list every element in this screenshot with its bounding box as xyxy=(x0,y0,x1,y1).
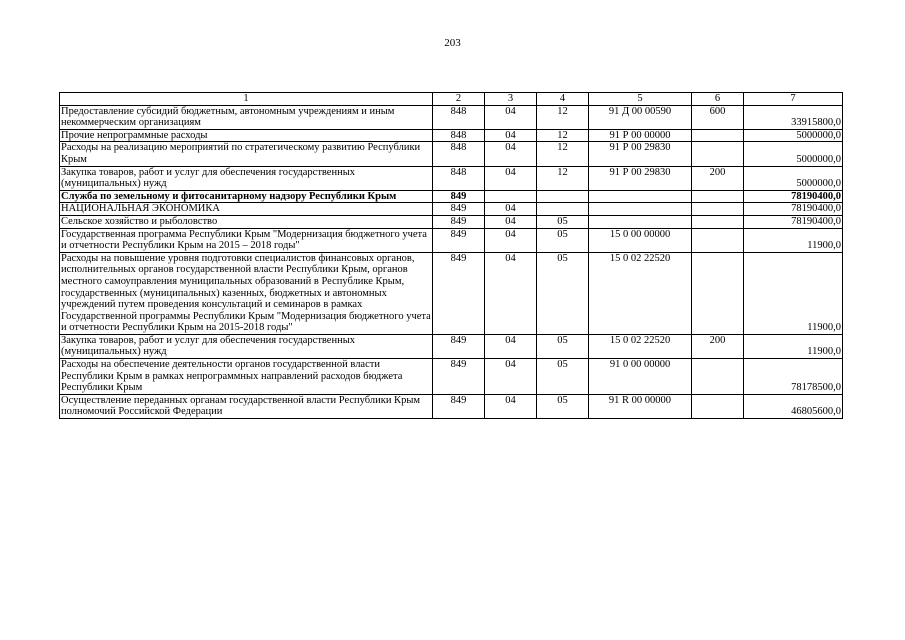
page-number: 203 xyxy=(444,37,461,49)
row-target-cell: 91 0 00 00000 xyxy=(589,359,692,395)
row-code-cell: 848 xyxy=(433,166,485,190)
row-type-cell: 200 xyxy=(692,166,744,190)
row-target-cell: 91 Д 00 00590 xyxy=(589,105,692,129)
row-subsection-cell: 12 xyxy=(537,166,589,190)
row-code-cell: 849 xyxy=(433,190,485,203)
row-name-cell: Предоставление субсидий бюджетным, автономным учреждениям и иным некоммерческим организациям xyxy=(60,105,433,129)
row-amount-cell: 78178500,0 xyxy=(744,359,843,395)
table-row xyxy=(60,215,843,228)
row-section-cell: 04 xyxy=(485,334,537,358)
row-type-cell xyxy=(692,228,744,252)
row-code-cell: 849 xyxy=(433,359,485,395)
table-row xyxy=(60,334,843,358)
row-subsection-cell: 12 xyxy=(537,142,589,166)
row-name-cell: Закупка товаров, работ и услуг для обеспечения государственных (муниципальных) нужд xyxy=(60,334,433,358)
row-section-cell: 04 xyxy=(485,129,537,142)
row-type-cell xyxy=(692,129,744,142)
table-row xyxy=(60,252,843,334)
row-subsection-cell: 12 xyxy=(537,105,589,129)
row-type-cell xyxy=(692,215,744,228)
row-target-cell: 15 0 02 22520 xyxy=(589,252,692,334)
row-target-cell xyxy=(589,215,692,228)
row-section-cell: 04 xyxy=(485,215,537,228)
row-subsection-cell: 05 xyxy=(537,394,589,418)
row-target-cell: 91 Р 00 29830 xyxy=(589,166,692,190)
row-amount-cell: 5000000,0 xyxy=(744,142,843,166)
row-amount-cell: 11900,0 xyxy=(744,252,843,334)
row-code-cell: 849 xyxy=(433,394,485,418)
row-name-cell: Осуществление переданных органам государственной власти Республики Крым полномочий Российской Федерации xyxy=(60,394,433,418)
row-subsection-cell: 12 xyxy=(537,129,589,142)
row-amount-cell: 11900,0 xyxy=(744,228,843,252)
row-section-cell: 04 xyxy=(485,203,537,216)
table-row xyxy=(60,129,843,142)
table-row xyxy=(60,359,843,395)
row-subsection-cell: 05 xyxy=(537,252,589,334)
row-type-cell: 200 xyxy=(692,334,744,358)
row-amount-cell: 78190400,0 xyxy=(744,190,843,203)
header-cell-3: 3 xyxy=(485,93,537,106)
row-section-cell: 04 xyxy=(485,394,537,418)
row-name-cell: Служба по земельному и фитосанитарному надзору Республики Крым xyxy=(60,190,433,203)
row-amount-cell: 33915800,0 xyxy=(744,105,843,129)
row-name-cell: Государственная программа Республики Крым "Модернизация бюджетного учета и отчетности Республики Крым на 2015 – 2018 годы" xyxy=(60,228,433,252)
row-section-cell: 04 xyxy=(485,105,537,129)
row-code-cell: 849 xyxy=(433,252,485,334)
row-code-cell: 848 xyxy=(433,142,485,166)
table-row xyxy=(60,166,843,190)
row-name-cell: Расходы на обеспечение деятельности органов государственной власти Республики Крым в рамках непрограммных направлений расходов бюджета Республики Крым xyxy=(60,359,433,395)
row-name-cell: Прочие непрограммные расходы xyxy=(60,129,433,142)
row-target-cell: 91 R 00 00000 xyxy=(589,394,692,418)
header-cell-2: 2 xyxy=(433,93,485,106)
row-target-cell: 15 0 00 00000 xyxy=(589,228,692,252)
row-target-cell xyxy=(589,203,692,216)
row-section-cell xyxy=(485,190,537,203)
table-body xyxy=(60,93,843,419)
table-header-row xyxy=(60,93,843,106)
row-target-cell: 91 Р 00 00000 xyxy=(589,129,692,142)
row-type-cell xyxy=(692,252,744,334)
header-cell-4: 4 xyxy=(537,93,589,106)
row-subsection-cell: 05 xyxy=(537,334,589,358)
row-subsection-cell: 05 xyxy=(537,359,589,395)
row-code-cell: 848 xyxy=(433,105,485,129)
row-section-cell: 04 xyxy=(485,166,537,190)
header-cell-5: 5 xyxy=(589,93,692,106)
row-name-cell: Расходы на реализацию мероприятий по стратегическому развитию Республики Крым xyxy=(60,142,433,166)
header-cell-1: 1 xyxy=(60,93,433,106)
table-row xyxy=(60,190,843,203)
row-target-cell: 15 0 02 22520 xyxy=(589,334,692,358)
row-amount-cell: 5000000,0 xyxy=(744,166,843,190)
row-type-cell: 600 xyxy=(692,105,744,129)
row-code-cell: 849 xyxy=(433,215,485,228)
row-section-cell: 04 xyxy=(485,252,537,334)
row-code-cell: 848 xyxy=(433,129,485,142)
table-row xyxy=(60,142,843,166)
header-cell-7: 7 xyxy=(744,93,843,106)
table-row xyxy=(60,105,843,129)
row-name-cell: Расходы на повышение уровня подготовки специалистов финансовых органов, исполнительных органов государственной власти Республики Крым, органов местного самоуправления муниципальных образований в Республике Крым, государственных (муниципальных) казенных, бюджетных и автономных учреждений путем проведения консультаций и семинаров в рамках Государственной программы Республики Крым "Модернизация бюджетного учета и отчетности Республики Крым на 2015-2018 годы" xyxy=(61,252,431,334)
row-amount-cell: 46805600,0 xyxy=(744,394,843,418)
row-section-cell: 04 xyxy=(485,228,537,252)
row-target-cell xyxy=(589,190,692,203)
row-subsection-cell: 05 xyxy=(537,228,589,252)
row-section-cell: 04 xyxy=(485,359,537,395)
table-row xyxy=(60,228,843,252)
table-row xyxy=(60,394,843,418)
table-row xyxy=(60,203,843,216)
row-subsection-cell: 05 xyxy=(537,215,589,228)
row-name-cell: Сельское хозяйство и рыболовство xyxy=(60,215,433,228)
budget-table xyxy=(59,92,843,419)
row-code-cell: 849 xyxy=(433,203,485,216)
row-code-cell: 849 xyxy=(433,334,485,358)
row-type-cell xyxy=(692,203,744,216)
row-type-cell xyxy=(692,394,744,418)
row-subsection-cell xyxy=(537,203,589,216)
row-type-cell xyxy=(692,142,744,166)
row-name-cell: НАЦИОНАЛЬНАЯ ЭКОНОМИКА xyxy=(60,203,433,216)
header-cell-6: 6 xyxy=(692,93,744,106)
row-amount-cell: 78190400,0 xyxy=(744,203,843,216)
row-section-cell: 04 xyxy=(485,142,537,166)
row-amount-cell: 78190400,0 xyxy=(744,215,843,228)
row-type-cell xyxy=(692,359,744,395)
row-amount-cell: 5000000,0 xyxy=(744,129,843,142)
row-type-cell xyxy=(692,190,744,203)
row-amount-cell: 11900,0 xyxy=(744,334,843,358)
row-name-cell: Закупка товаров, работ и услуг для обеспечения государственных (муниципальных) нужд xyxy=(60,166,433,190)
row-subsection-cell xyxy=(537,190,589,203)
row-code-cell: 849 xyxy=(433,228,485,252)
row-target-cell: 91 Р 00 29830 xyxy=(589,142,692,166)
